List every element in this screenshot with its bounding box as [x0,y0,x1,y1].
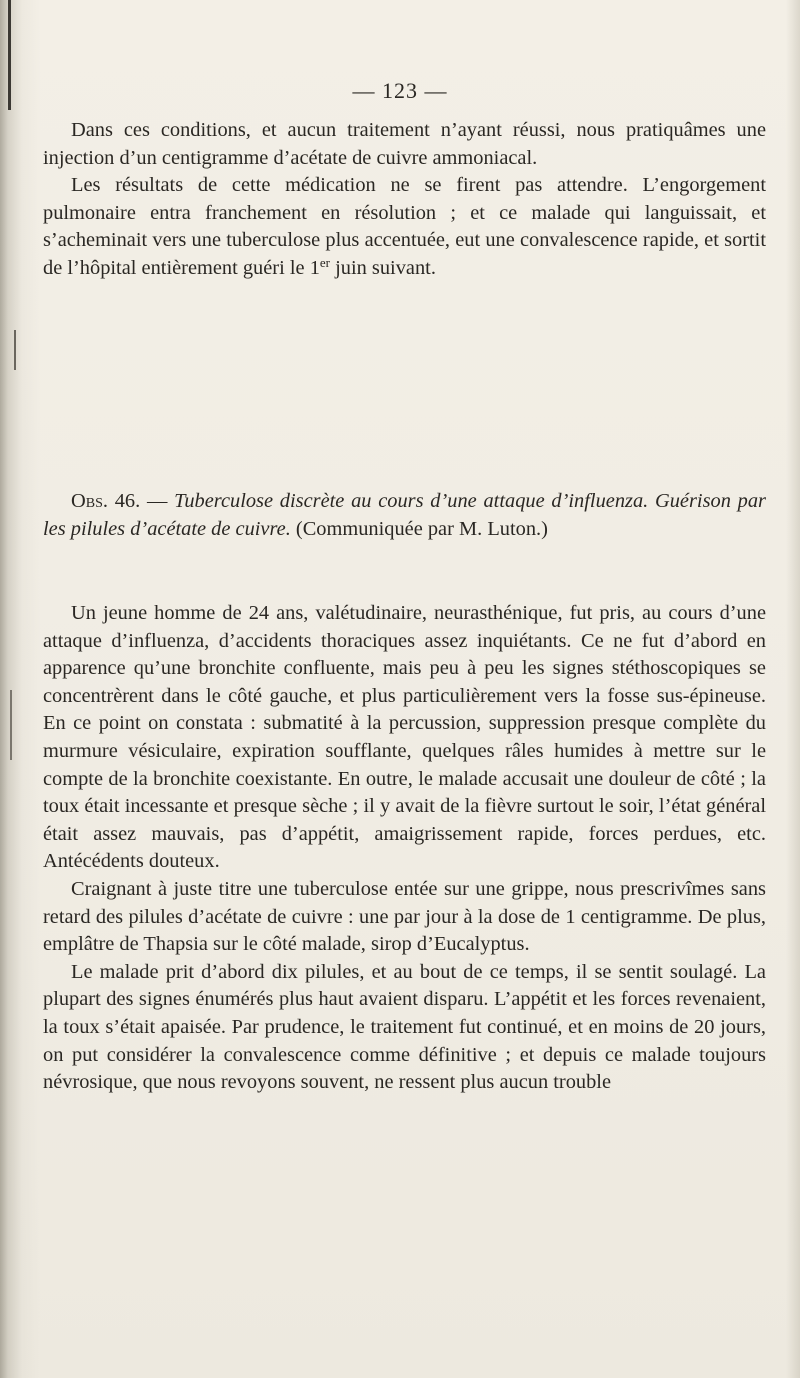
binding-shadow [14,330,16,370]
date-rest: juin suivant. [330,256,436,279]
text-block-top [43,117,766,283]
paragraph: Dans ces conditions, et aucun traitement n’ayant réussi, nous pratiquâmes une injection d’un centigramme d’acétate de cuivre ammoniacal. [43,119,766,169]
observation-title: Tuberculose discrète au cours d’une attaque d’influenza. Guérison par les pilules d’acétate de cuivre. [43,490,766,540]
observation-heading [43,488,766,543]
paragraph: Le malade prit d’abord dix pilules, et au bout de ce temps, il se sentit soulagé. La plupart des signes énumérés plus haut avaient disparu. L’appétit et les forces revenaient, la toux s’était apaisée. Par prudence, le traitement fut continué, et en moins de 20 jours, on put considérer la convalescence comme définitive ; et depuis ce malade toujours névrosique, que nous revoyons souvent, ne ressent plus aucun trouble [43,960,766,1094]
text-block-bottom [43,600,766,1097]
observation-label: Obs. 46. [71,490,141,512]
binding-shadow [10,690,12,760]
date-superscript: er [319,254,330,270]
paragraph [43,172,766,282]
page-edge [786,0,800,1378]
observation-dash: — [140,490,175,512]
paragraph: Craignant à juste titre une tuberculose entée sur une grippe, nous prescrivîmes sans retard des pilules d’acétate de cuivre : une par jour à la dose de 1 centigramme. De plus, emplâtre de Thapsia sur le côté malade, sirop d’Eucalyptus. [43,877,766,956]
observation-attribution: (Communiquée par M. Luton.) [290,517,548,540]
paragraph: Un jeune homme de 24 ans, valétudinaire, neurasthénique, fut pris, au cours d’une attaque d’influenza, d’accidents thoraciques assez inquiétants. Ce ne fut d’abord en apparence qu’une bronchite confluente, mais peu à peu les signes stéthoscopiques se concentrèrent dans le côté gauche, et plus particulièrement vers la fosse sus-épineuse. En ce point on constata : submatité à la percussion, suppression presque complète du murmure vésiculaire, expiration soufflante, quelques râles humides à mettre sur le compte de la bronchite coexistante. En outre, le malade accusait une douleur de côté ; la toux était incessante et presque sèche ; il y avait de la fièvre surtout le soir, l’état général était assez mauvais, pas d’appétit, amaigrissement rapide, forces perdues, etc. Antécédents douteux. [43,602,766,873]
page-number: — 123 — [352,78,448,103]
paragraph-text: Les résultats de cette médication ne se firent pas attendre. L’engorgement pulmonaire entra franchement en résolution ; et ce malade qui languissait, et s’acheminait vers une tuberculose plus accentuée, eut une convalescence rapide, et sortit de l’hôpital entièrement guéri le [43,174,766,279]
date-day: 1 [309,256,320,279]
